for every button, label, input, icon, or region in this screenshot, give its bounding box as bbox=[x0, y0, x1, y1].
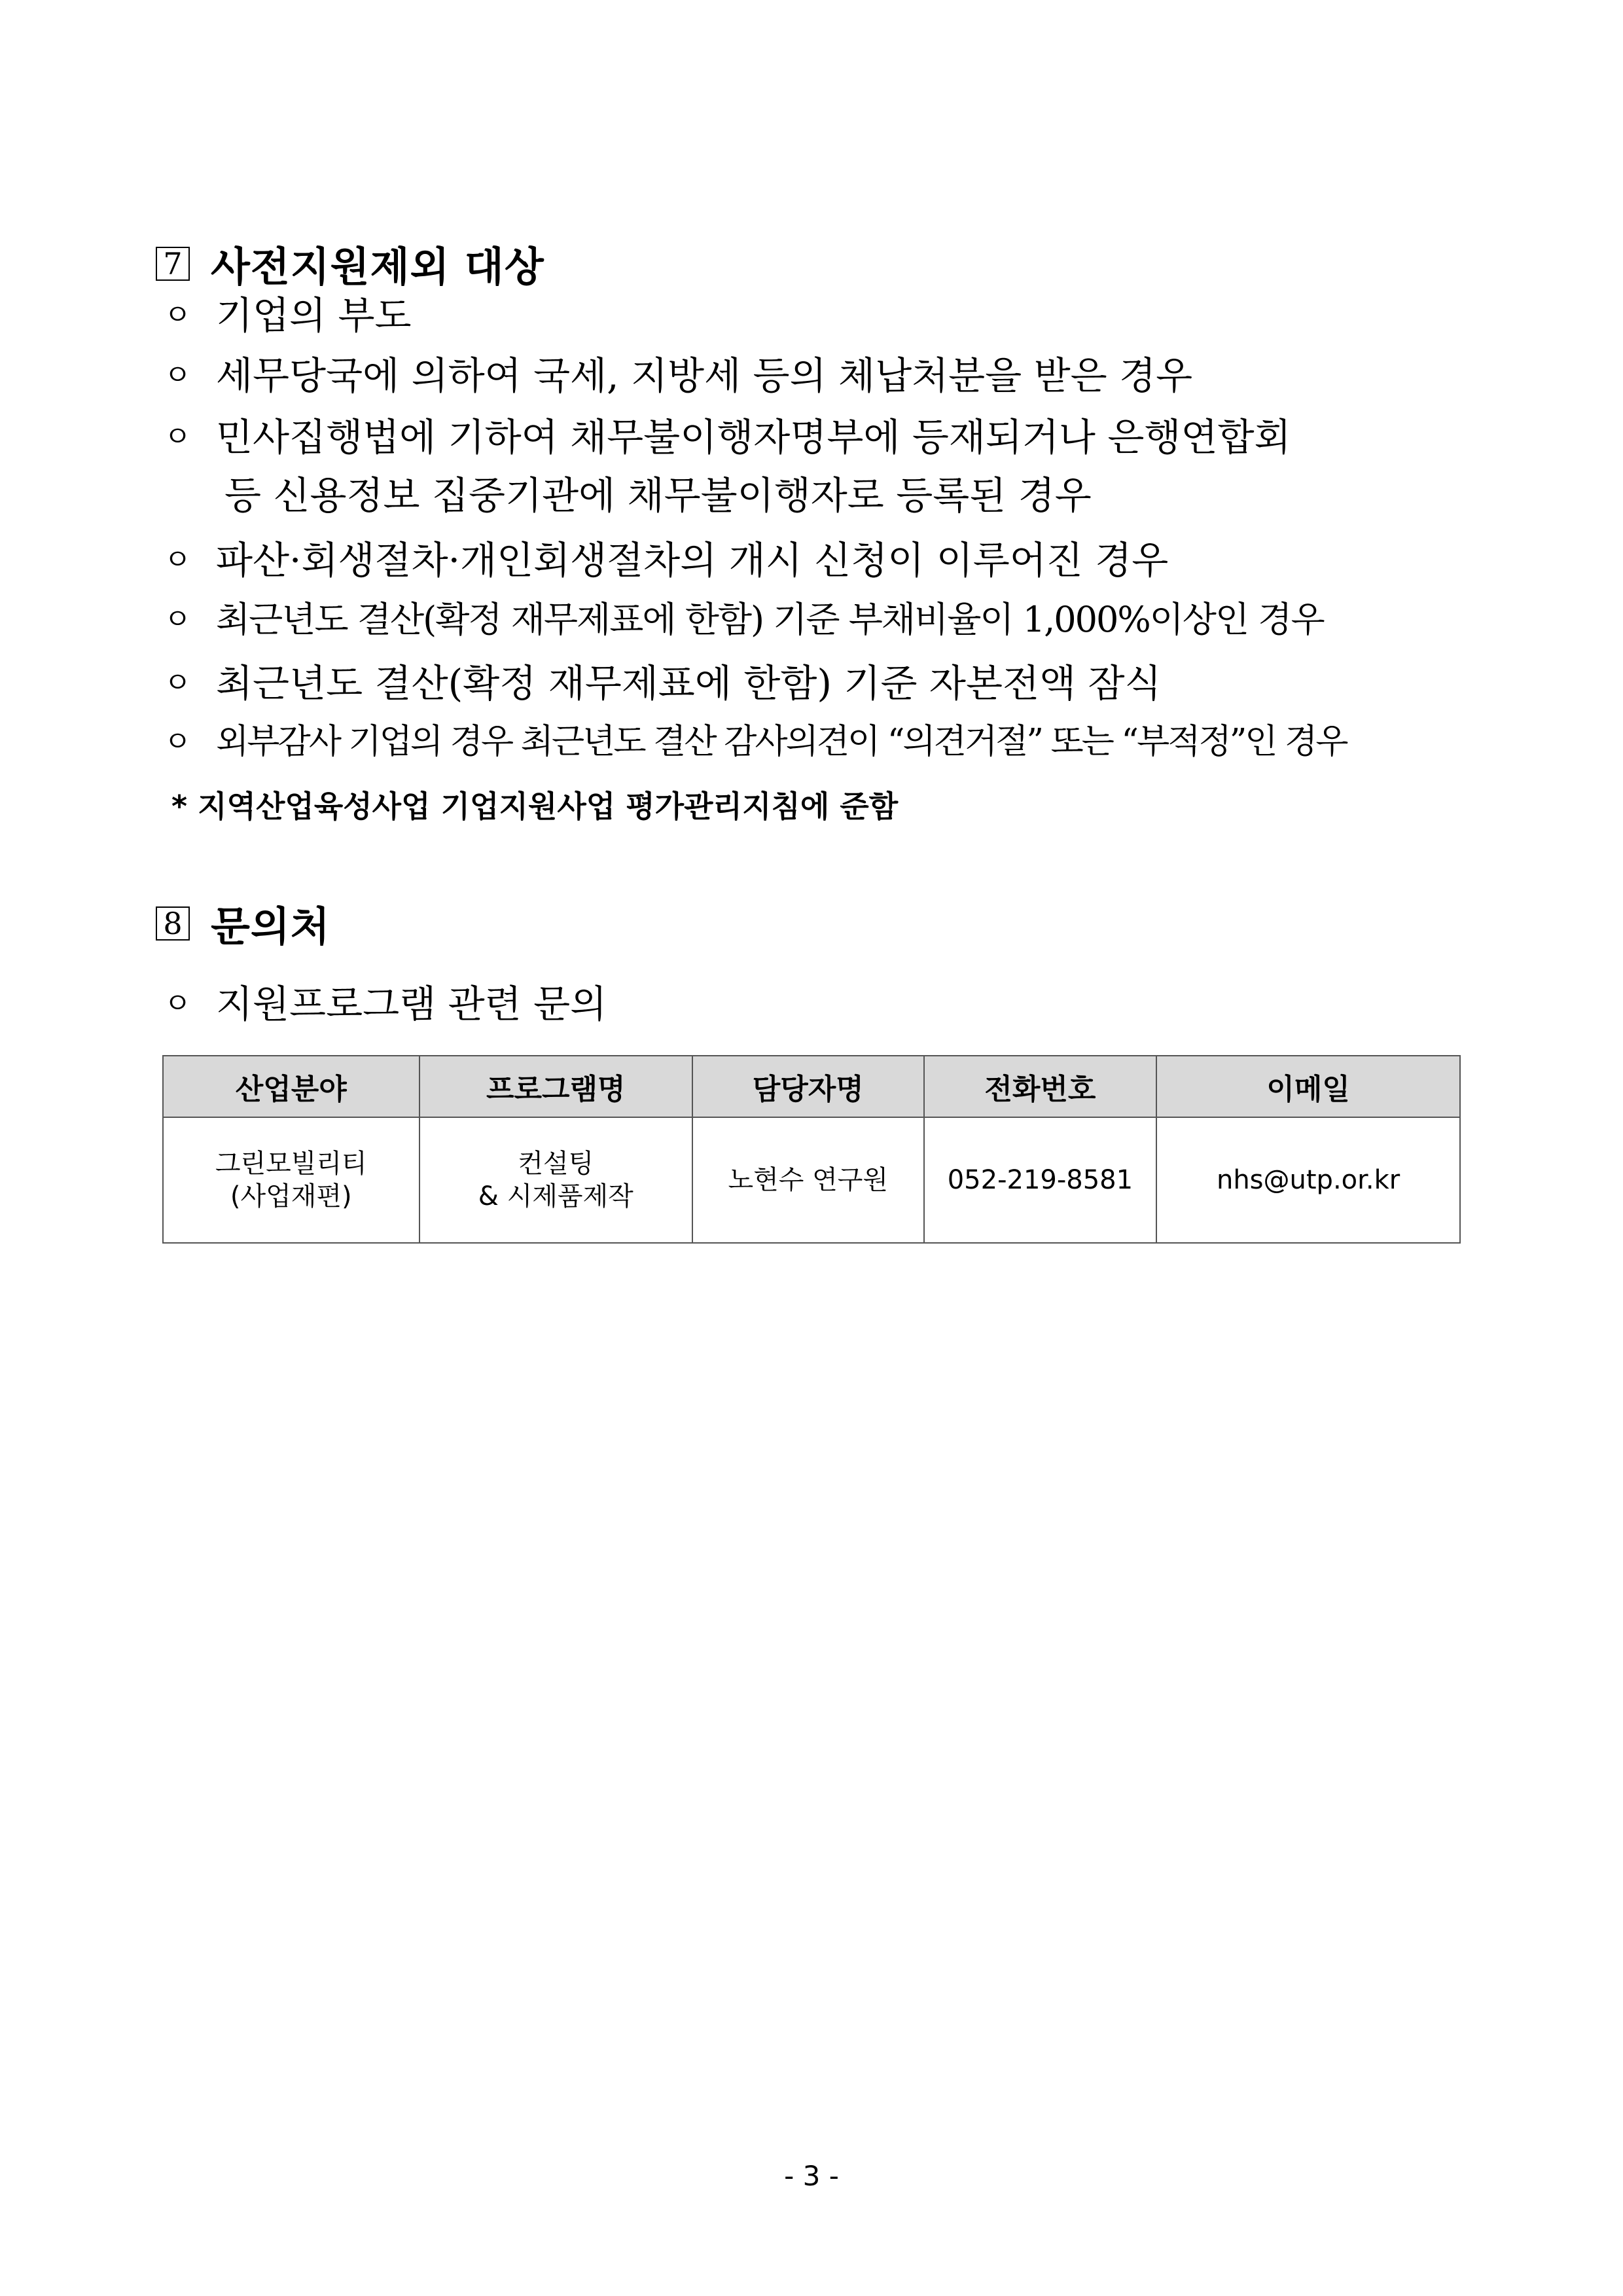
section-7-heading bbox=[156, 234, 544, 293]
cell-field-line1: 그린모빌리티 bbox=[215, 1149, 367, 1179]
bullet-mark: ㅇ bbox=[164, 420, 192, 454]
bullet-mark: ㅇ bbox=[164, 666, 192, 700]
list-item bbox=[164, 293, 412, 338]
list-item-continuation: 등 신용정보 집중기관에 채무불이행자로 등록된 경우 bbox=[224, 473, 1092, 518]
section-8-heading bbox=[156, 894, 330, 952]
header-phone: 전화번호 bbox=[924, 1056, 1157, 1117]
list-item bbox=[164, 537, 1169, 583]
section-7-number: 7 bbox=[156, 247, 190, 281]
section-7-title: 사전지원제외 대상 bbox=[211, 243, 544, 291]
list-item-text: 민사집행법에 기하여 채무불이행자명부에 등재되거나 은행연합회 bbox=[216, 414, 1291, 459]
list-item bbox=[164, 414, 1291, 459]
section-8-number: 8 bbox=[156, 906, 190, 941]
page-number: - 3 - bbox=[784, 2160, 839, 2192]
list-item-text: 세무당국에 의하여 국세, 지방세 등의 체납처분을 받은 경우 bbox=[216, 353, 1193, 398]
bullet-mark: ㅇ bbox=[164, 543, 192, 577]
header-manager: 담당자명 bbox=[692, 1056, 924, 1117]
cell-field bbox=[163, 1117, 419, 1243]
list-item-text: 파산·회생절차·개인회생절차의 개시 신청이 이루어진 경우 bbox=[216, 537, 1169, 583]
list-item-text: 외부감사 기업의 경우 최근년도 결산 감사의견이 “의견거절” 또는 “부적정”인 경우 bbox=[216, 722, 1347, 762]
bullet-mark: ㅇ bbox=[164, 725, 190, 759]
list-item-text: 지원프로그램 관련 문의 bbox=[216, 981, 607, 1026]
cell-email[interactable]: nhs@utp.or.kr bbox=[1156, 1117, 1460, 1243]
section-8-title: 문의처 bbox=[211, 903, 330, 950]
list-item bbox=[164, 660, 1162, 706]
cell-program-line1: 컨설팅 bbox=[518, 1149, 594, 1179]
bullet-mark: ㅇ bbox=[164, 986, 192, 1020]
header-program: 프로그램명 bbox=[419, 1056, 692, 1117]
note-text: * 지역산업육성사업 기업지원사업 평가관리지침에 준함 bbox=[171, 789, 899, 824]
bullet-mark: ㅇ bbox=[164, 358, 192, 392]
list-item bbox=[164, 981, 607, 1026]
list-item-text: 기업의 부도 bbox=[216, 293, 412, 338]
cell-field-line2: (사업재편) bbox=[230, 1181, 352, 1211]
list-item bbox=[164, 722, 1347, 762]
bullet-mark: ㅇ bbox=[164, 603, 190, 636]
table-row bbox=[163, 1117, 1460, 1243]
list-item bbox=[164, 599, 1324, 640]
cell-manager: 노현수 연구원 bbox=[692, 1117, 924, 1243]
cell-program bbox=[419, 1117, 692, 1243]
list-item-text: 최근년도 결산(확정 재무제표에 한함) 기준 부채비율이 1,000%이상인 경우 bbox=[216, 599, 1324, 640]
cell-phone: 052-219-8581 bbox=[924, 1117, 1157, 1243]
list-item-text: 최근년도 결산(확정 재무제표에 한함) 기준 자본전액 잠식 bbox=[216, 660, 1162, 706]
cell-program-line2: & 시제품제작 bbox=[478, 1181, 633, 1211]
contact-table bbox=[162, 1055, 1461, 1244]
bullet-mark: ㅇ bbox=[164, 298, 192, 332]
header-email: 이메일 bbox=[1156, 1056, 1460, 1117]
list-item bbox=[164, 353, 1193, 398]
table-header-row bbox=[163, 1056, 1460, 1117]
header-field: 산업분야 bbox=[163, 1056, 419, 1117]
